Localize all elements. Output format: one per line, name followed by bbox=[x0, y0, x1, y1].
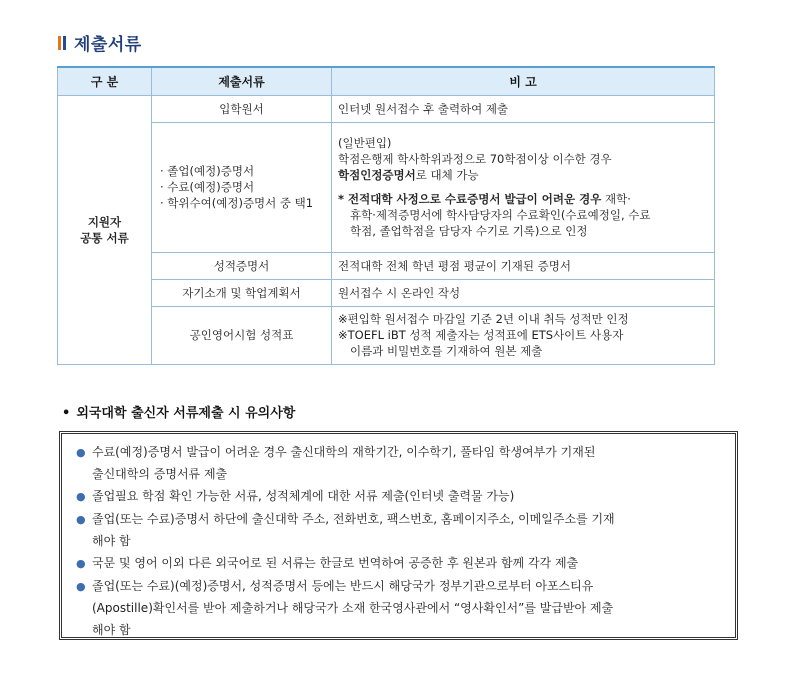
group-label: 지원자 공통 서류 bbox=[58, 95, 152, 364]
bullet-icon: ● bbox=[76, 580, 86, 593]
note-application: 인터넷 원서접수 후 출력하여 제출 bbox=[332, 95, 715, 122]
bullet-icon: ● bbox=[76, 490, 86, 503]
header-documents: 제출서류 bbox=[152, 67, 332, 95]
doc-english-score: 공인영어시험 성적표 bbox=[152, 306, 332, 364]
table-row bbox=[58, 252, 715, 279]
note-english-score: ※편입학 원서접수 마감일 기준 2년 이내 취득 성적만 인정 ※TOEFL iBT 성적 제출자는 성적표에 ETS사이트 사용자 이름과 비밀번호를 기재하여 원본 제출 bbox=[332, 306, 715, 364]
bullet-icon: ● bbox=[76, 513, 86, 526]
list-item: ● 졸업(또는 수료)증명서 하단에 출신대학 주소, 전화번호, 팩스번호, 홈페이지주소, 이메일주소를 기재 해야 함 bbox=[76, 508, 725, 552]
header-remarks: 비 고 bbox=[332, 67, 715, 95]
foreign-notice-box bbox=[59, 431, 738, 640]
list-item: ● 수료(예정)증명서 발급이 어려운 경우 출신대학의 재학기간, 이수학기, 풀타임 학생여부가 기재된 출신대학의 증명서류 제출 bbox=[76, 441, 725, 485]
doc-application: 입학원서 bbox=[152, 95, 332, 122]
list-item: ● 국문 및 영어 이외 다른 외국어로 된 서류는 한글로 번역하여 공증한 후 원본과 함께 각각 제출 bbox=[76, 552, 725, 575]
table-header-row bbox=[58, 67, 715, 95]
documents-table bbox=[57, 66, 715, 365]
table-row bbox=[58, 122, 715, 252]
header-category: 구 분 bbox=[58, 67, 152, 95]
doc-study-plan: 자기소개 및 학업계획서 bbox=[152, 279, 332, 306]
note-study-plan: 원서접수 시 온라인 작성 bbox=[332, 279, 715, 306]
list-item: ● 졸업필요 학점 확인 가능한 서류, 성적체계에 대한 서류 제출(인터넷 출력물 가능) bbox=[76, 485, 725, 508]
bullet-icon: ● bbox=[76, 446, 86, 459]
foreign-section-title: • 외국대학 출신자 서류제출 시 유의사항 bbox=[62, 406, 296, 421]
doc-transcript: 성적증명서 bbox=[152, 252, 332, 279]
table-row bbox=[58, 95, 715, 122]
table-row bbox=[58, 279, 715, 306]
section-title bbox=[58, 30, 142, 55]
bullet-dot-icon: • bbox=[62, 406, 71, 421]
list-item: ● 졸업(또는 수료)(예정)증명서, 성적증명서 등에는 반드시 해당국가 정부기관으로부터 아포스티유 (Apostille)확인서를 받아 제출하거나 해당국가 소재 한국영사관에서 “영사확인서”를 발급받아 제출 해야 함 bbox=[76, 575, 725, 641]
title-bar-icon bbox=[58, 36, 66, 50]
note-transcript: 전적대학 전체 학년 평점 평균이 기재된 증명서 bbox=[332, 252, 715, 279]
note-certificates: (일반편입) 학점은행제 학사학위과정으로 70학점이상 이수한 경우 학점인정증명서로 대체 가능 * 전적대학 사정으로 수료증명서 발급이 어려운 경우 재학· 휴학·제적증명서에 학사담당자의 수료확인(수료예정일, 수료 학점, 졸업학점을 담당자 수기로 기록)으로 인정 bbox=[332, 122, 715, 252]
bullet-icon: ● bbox=[76, 557, 86, 570]
section-title-text: 제출서류 bbox=[74, 35, 142, 55]
doc-certificates: · 졸업(예정)증명서 · 수료(예정)증명서 · 학위수여(예정)증명서 중 택1 bbox=[152, 122, 332, 252]
table-row bbox=[58, 306, 715, 364]
